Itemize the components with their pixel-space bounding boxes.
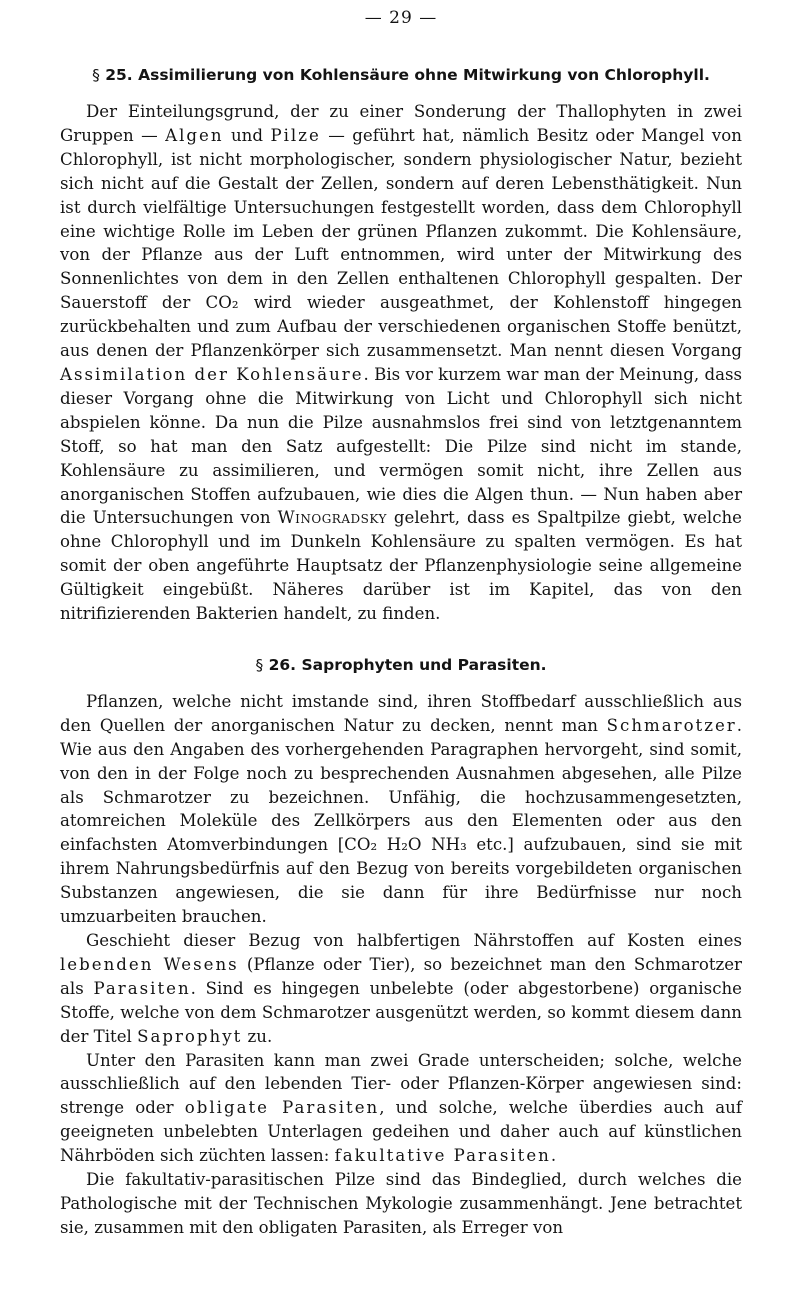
section-26-paragraph-1: Pflanzen, welche nicht imstande sind, ihren Stoffbedarf ausschließlich aus den Quellen der anorganischen Natur zu decken, nennt man Schmarotzer. Wie aus den Angaben des vorhergehenden Paragraphen hervorgeht, sind somit, von den in der Folge noch zu besprechenden Ausnahmen abgesehen, alle Pilze als Schmarotzer zu bezeichnen. Unfähig, die hochzusammengesetzten, atomreichen Moleküle des Zellkörpers aus den Elementen oder aus den einfachsten Atomverbindungen [CO₂ H₂O NH₃ etc.] aufzubauen, sind sie mit ihrem Nahrungsbedürfnis auf den Bezug von bereits vorgebildeten organischen Substanzen angewiesen, die sie dann für ihre Bedürfnisse nur noch umzuarbeiten brauchen. — [60, 691, 742, 927]
section-25-heading — [60, 66, 742, 84]
term-obligate-parasiten: obligate Parasiten — [184, 1098, 380, 1118]
term-algen: Algen — [165, 125, 224, 145]
section-25-paragraph: Der Einteilungsgrund, der zu einer Sonderung der Thallophyten in zwei Gruppen — Algen und Pilze — geführt hat, nämlich Besitz oder Mangel von Chlorophyll, ist nicht morphologischer, sondern physiologischer Natur, bezieht sich nicht auf die Gestalt der Zellen, sondern auf deren Lebensthätigkeit. Nun ist durch vielfältige Untersuchungen festgestellt worden, dass dem Chlorophyll eine wichtige Rolle im Leben der grünen Pflanzen zukommt. Die Kohlensäure, von der Pflanze aus der Luft entnommen, wird unter der Mitwirkung des Sonnenlichtes von dem in den Zellen enthaltenen Chlorophyll gespalten. Der Sauerstoff der CO₂ wird wieder ausgeathmet, der Kohlenstoff hingegen zurückbehalten und zum Aufbau der verschiedenen organischen Stoffe benützt, aus denen der Pflanzenkörper sich zusammensetzt. Man nennt diesen Vorgang Assimilation der Kohlensäure. Bis vor kurzem war man der Meinung, dass dieser Vorgang ohne die Mitwirkung von Licht und Chlorophyll sich nicht abspielen könne. Da nun die Pilze ausnahmslos frei sind von letztgenanntem Stoff, so hat man den Satz aufgestellt: Die Pilze sind nicht im stande, Kohlensäure zu assimilieren, und vermögen somit nicht, ihre Zellen aus anorganischen Stoffen aufzubauen, wie dies die Algen thun. — Nun haben aber die Untersuchungen von Winogradsky gelehrt, dass es Spaltpilze giebt, welche ohne Chlorophyll und im Dunkeln Kohlensäure zu spalten vermögen. Es hat somit der oben angeführte Hauptsatz der Pflanzenphysiologie seine allgemeine Gültigkeit eingebüßt. Näheres darüber ist im Kapitel, das von den nitrifizierenden Bakterien handelt, zu finden. — [60, 102, 742, 624]
section-26-heading — [60, 656, 742, 674]
author-name: Winogradsky — [277, 508, 387, 528]
term-assimilation: Assimilation der Kohlensäure — [60, 364, 364, 384]
section-number: 26. — [268, 655, 297, 674]
section-title: Saprophyten und Parasiten. — [301, 655, 547, 674]
term-schmarotzer: Schmarotzer — [606, 715, 737, 735]
term-lebenden-wesens: lebenden Wesens — [60, 954, 239, 974]
term-saprophyt: Saprophyt — [137, 1026, 243, 1046]
term-parasiten: Parasiten — [93, 978, 191, 998]
section-number: 25. — [105, 66, 133, 84]
section-symbol: § — [92, 66, 100, 84]
section-26-paragraph-2: Geschieht dieser Bezug von halbfertigen Nährstoffen auf Kosten eines lebenden Wesens (Pflanze oder Tier), so bezeichnet man den Schmarotzer als Parasiten. Sind es hingegen unbelebte (oder abgestorbene) organische Stoffe, welche von dem Schmarotzer ausgenützt werden, so kommt diesem dann der Titel Saprophyt zu. — [60, 931, 742, 1046]
section-title: Assimilierung von Kohlensäure ohne Mitwirkung von Chlorophyll. — [138, 66, 710, 84]
section-symbol: § — [255, 655, 264, 674]
term-fakultative-parasiten: fakultative Parasiten — [334, 1146, 551, 1166]
page-number: — 29 — — [364, 8, 438, 28]
term-pilze: Pilze — [270, 125, 321, 145]
section-26-paragraph-4: Die fakultativ-parasitischen Pilze sind das Bindeglied, durch welches die Pathologische mit der Technischen Mykologie zusammenhängt. Jene betrachtet sie, zusammen mit den obligaten Parasiten, als Erreger von — [60, 1170, 742, 1237]
section-26-paragraph-3: Unter den Parasiten kann man zwei Grade unterscheiden; solche, welche ausschließlich auf den lebenden Tier- oder Pflanzen-Körper angewiesen sind: strenge oder obligate Parasiten, und solche, welche überdies auch auf geeigneten unbelebten Unterlagen gedeihen und daher auch auf künstlichen Nährböden sich züchten lassen: fakultative Parasiten. — [60, 1050, 742, 1166]
